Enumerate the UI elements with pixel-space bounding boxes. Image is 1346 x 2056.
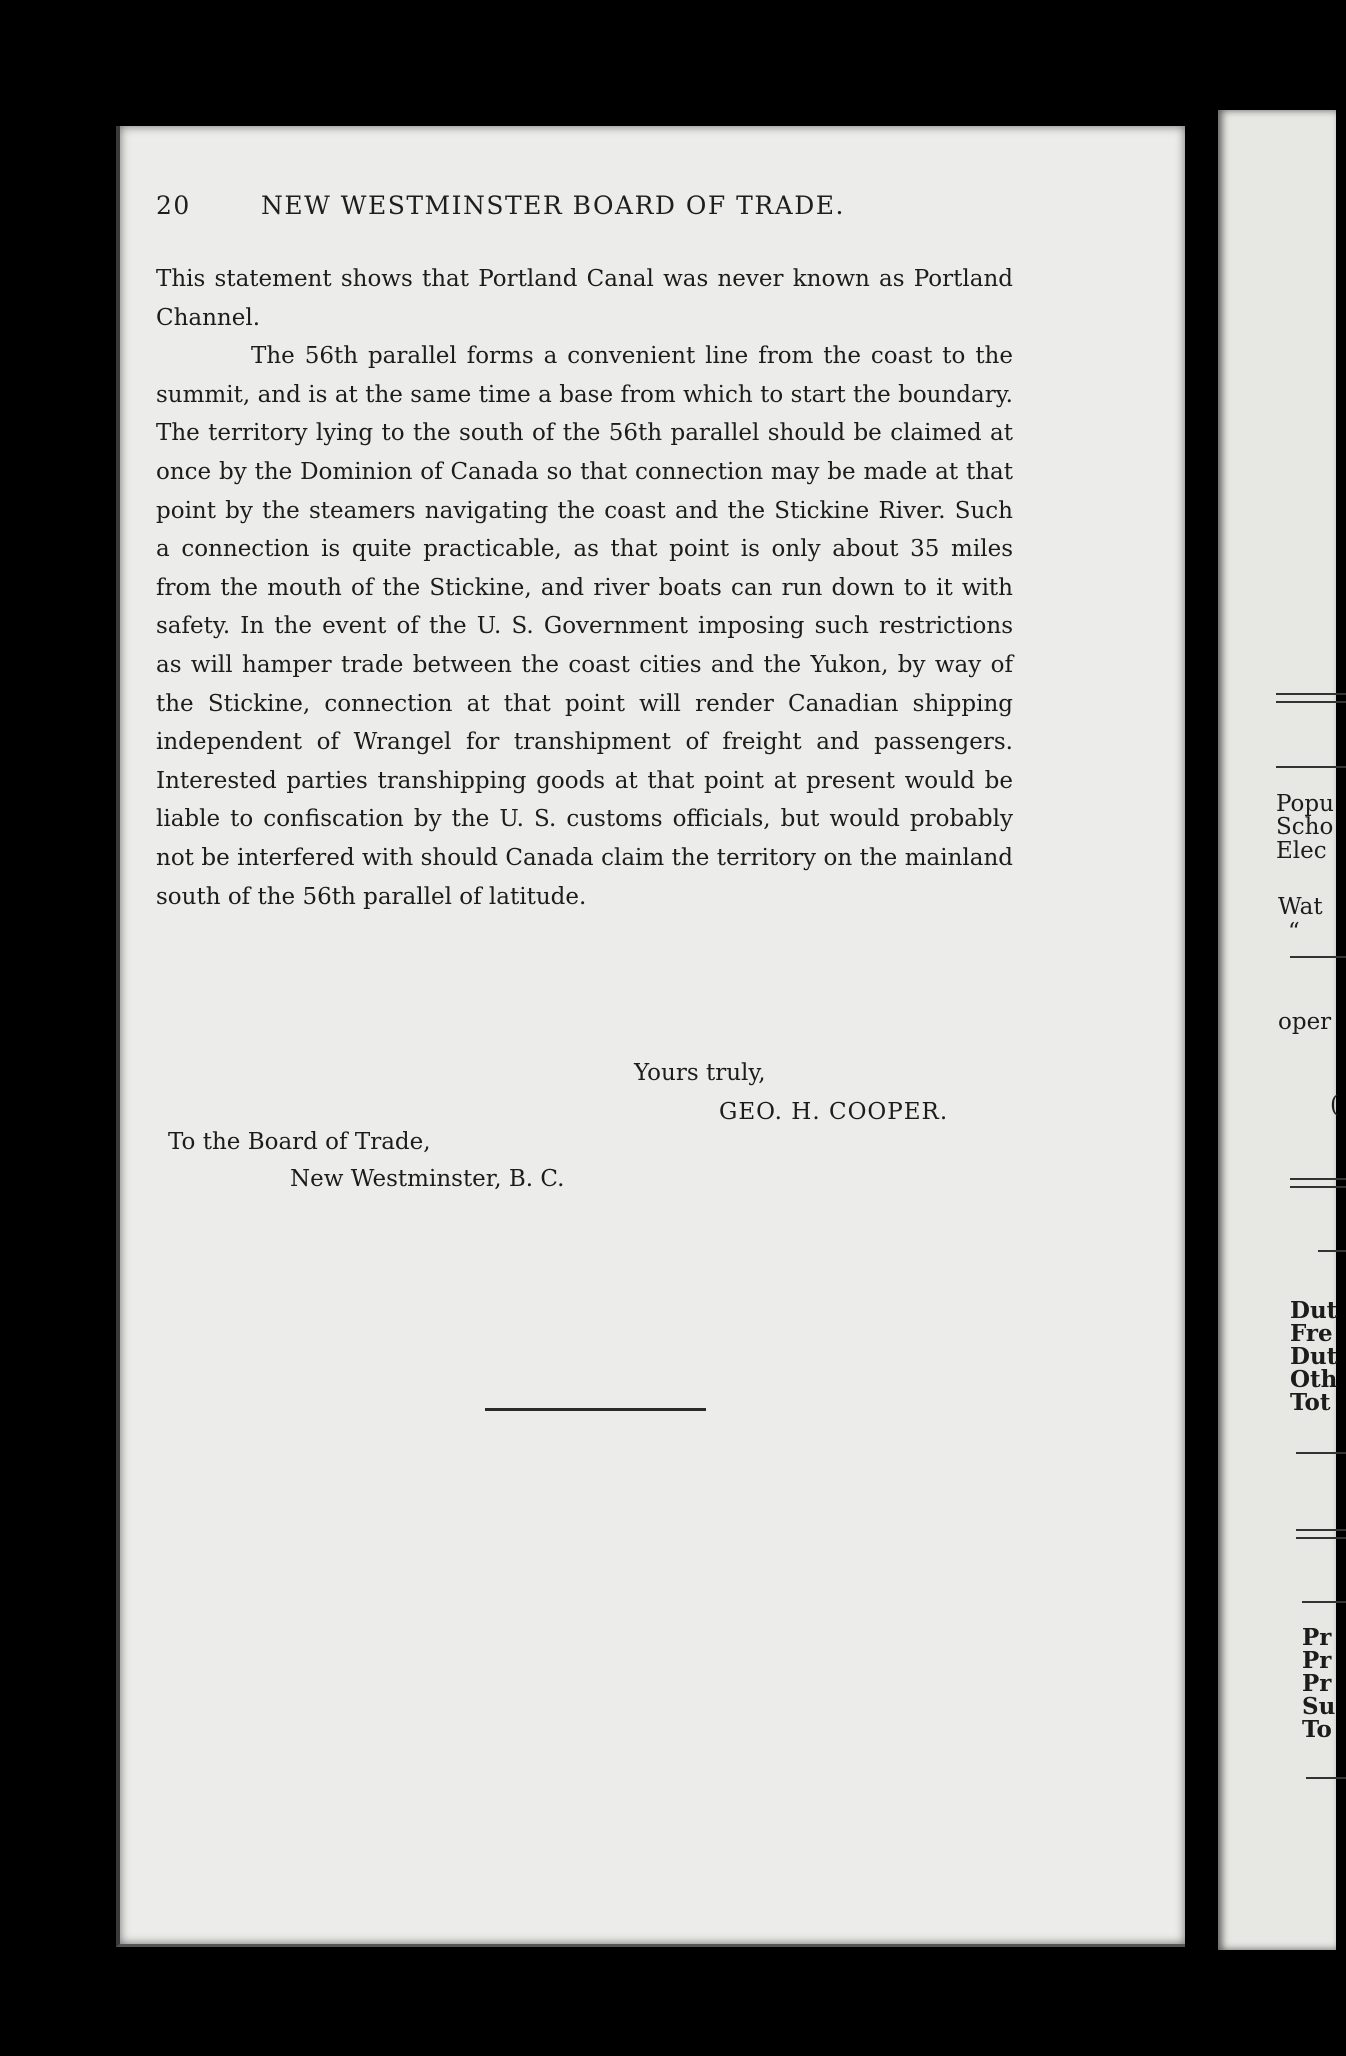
facing-rule (1302, 1601, 1346, 1603)
facing-fragment: Pr (1302, 1670, 1332, 1697)
page-right-facing (1218, 110, 1339, 1950)
facing-rule (1306, 1777, 1346, 1779)
facing-fragment: Dut (1290, 1297, 1338, 1324)
letter-addressee: To the Board of Trade, (168, 1129, 431, 1155)
facing-fragment: Tot (1290, 1389, 1331, 1416)
facing-fragment: Popu (1276, 791, 1334, 817)
end-rule (485, 1408, 706, 1411)
page-number: 20 (156, 191, 191, 220)
facing-fragment: “ (1288, 919, 1300, 945)
facing-fragment: Wat (1278, 894, 1323, 920)
facing-rule (1290, 1178, 1346, 1180)
facing-fragment: Pr (1302, 1647, 1332, 1674)
facing-fragment: Oth (1290, 1366, 1338, 1393)
facing-rule (1290, 1186, 1346, 1188)
facing-fragment: ( (1330, 1092, 1339, 1118)
facing-fragment: oper (1278, 1009, 1332, 1035)
running-head-title: NEW WESTMINSTER BOARD OF TRADE. (261, 191, 845, 220)
facing-rule (1296, 1537, 1346, 1539)
paragraph-1: This statement shows that Portland Canal was never known as Portland Channel. (156, 266, 1013, 331)
letter-closing: Yours truly, (634, 1060, 766, 1086)
letter-signature: GEO. H. COOPER. (719, 1099, 949, 1125)
facing-rule (1318, 1250, 1346, 1252)
facing-fragment: Scho (1276, 814, 1334, 840)
letter-address-line: New Westminster, B. C. (290, 1166, 565, 1192)
facing-fragment: Fre (1290, 1320, 1333, 1347)
facing-rule (1290, 956, 1346, 958)
facing-rule (1296, 1452, 1346, 1454)
facing-fragment: Pr (1302, 1624, 1332, 1651)
body-text (156, 260, 1013, 916)
facing-fragment: To (1302, 1716, 1332, 1743)
facing-rule (1276, 701, 1346, 703)
facing-rule (1276, 766, 1346, 768)
facing-fragment: Elec (1276, 838, 1327, 864)
running-head (156, 191, 1036, 220)
facing-fragment: Dut (1290, 1343, 1338, 1370)
facing-fragment: Su (1302, 1693, 1336, 1720)
facing-rule (1276, 693, 1346, 695)
facing-rule (1296, 1529, 1346, 1531)
paragraph-2: The 56th parallel forms a convenient line from the coast to the summit, and is at the same time a base from which to start the boundary. The territory lying to the south of the 56th parallel should be claimed at once by the Dominion of Canada so that connection may be made at that point by the steamers navigating the coast and the Stickine River. Such a connection is quite practicable, as that point is only about 35 miles from the mouth of the Stickine, and river boats can run down to it with safety. In the event of the U. S. Government imposing such restrictions as will hamper trade between the coast cities and the Yukon, by way of the Stickine, connection at that point will render Canadian shipping independent of Wrangel for transhipment of freight and passengers. Interested parties transhipping goods at that point at present would be liable to confiscation by the U. S. customs officials, but would probably not be interfered with should Canada claim the territory on the mainland south of the 56th parallel of latitude. (156, 343, 1013, 910)
